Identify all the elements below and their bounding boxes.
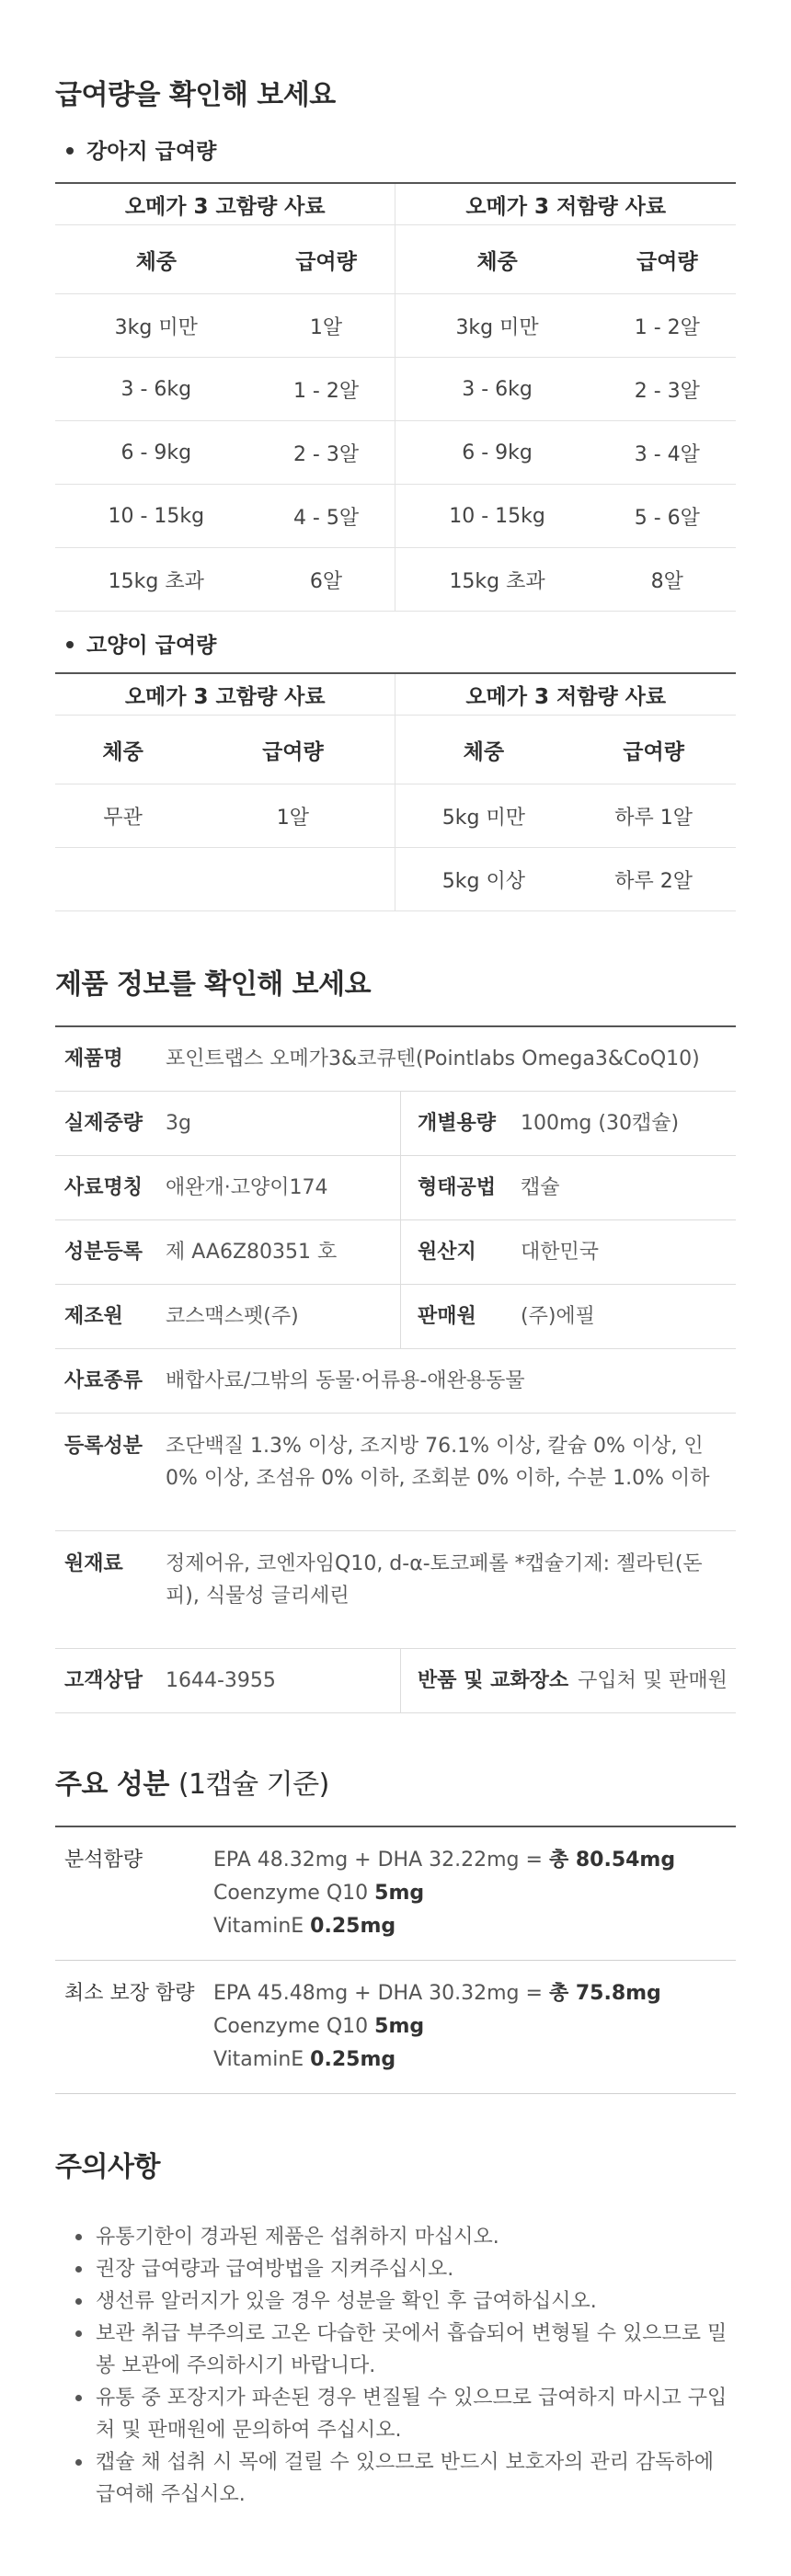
dog-col-amount-high: 급여량 — [258, 225, 396, 294]
dog-weight-low: 10 - 15kg — [396, 485, 599, 548]
cat-feeding-heading — [55, 630, 736, 661]
ingredient-line2: Coenzyme Q10 — [213, 1882, 375, 1905]
cat-feeding-table — [55, 672, 736, 911]
cautions-title: 주의사항 — [55, 2151, 160, 2183]
registration-label: 성분등록 — [55, 1220, 155, 1285]
dog-amount-high: 6알 — [258, 548, 396, 612]
table-row — [55, 784, 736, 848]
dog-weight-high: 3kg 미만 — [55, 294, 258, 358]
return-label: 반품 및 교화장소 — [418, 1669, 569, 1692]
customer-service-value: 1644-3955 — [155, 1649, 401, 1713]
customer-service-label: 고객상담 — [55, 1649, 155, 1713]
dog-feeding-table — [55, 182, 736, 612]
cat-amount-high — [190, 848, 396, 911]
cat-amount-low: 하루 2알 — [571, 848, 736, 911]
origin-label: 원산지 — [401, 1220, 510, 1285]
weight-label: 실제중량 — [55, 1092, 155, 1156]
return-place — [401, 1649, 737, 1713]
table-row — [55, 485, 736, 548]
dog-weight-low: 3kg 미만 — [396, 294, 599, 358]
cat-feeding-heading-text: 고양이 급여량 — [86, 634, 217, 658]
ingredient-line2: Coenzyme Q10 — [213, 2015, 375, 2038]
dog-weight-low: 6 - 9kg — [396, 421, 599, 485]
bullet-dot — [66, 147, 74, 155]
cat-col-amount-high: 급여량 — [190, 716, 396, 784]
dog-weight-high: 10 - 15kg — [55, 485, 258, 548]
list-item: 권장 급여량과 급여방법을 지켜주십시오. — [75, 2253, 736, 2285]
origin-value: 대한민국 — [510, 1220, 736, 1285]
dog-feeding-heading — [55, 136, 736, 167]
ingredient-total: 총 75.8mg — [548, 1982, 661, 2005]
ingredient-line3: VitaminE — [213, 2048, 311, 2071]
unit-label: 개별용량 — [401, 1092, 510, 1156]
cat-group-high: 오메가 3 고함량 사료 — [55, 673, 396, 716]
dog-amount-low: 5 - 6알 — [599, 485, 736, 548]
cat-col-amount-low: 급여량 — [571, 716, 736, 784]
manufacturer-value: 코스맥스펫(주) — [155, 1285, 401, 1349]
table-row — [55, 548, 736, 612]
ingredients-title-sub: (1캡슐 기준) — [178, 1769, 329, 1801]
form-label: 형태공법 — [401, 1156, 510, 1220]
dog-col-amount-low: 급여량 — [599, 225, 736, 294]
product-info-title: 제품 정보를 확인해 보세요 — [55, 968, 372, 1001]
composition-value: 조단백질 1.3% 이상, 조지방 76.1% 이상, 칼슘 0% 이상, 인 0% 이상, 조섬유 0% 이하, 조회분 0% 이하, 수분 1.0% 이하 — [155, 1414, 736, 1531]
raw-material-label: 원재료 — [55, 1531, 155, 1649]
cat-col-weight-high: 체중 — [55, 716, 190, 784]
weight-value: 3g — [155, 1092, 401, 1156]
table-row — [55, 421, 736, 485]
bullet-dot — [66, 641, 74, 648]
dog-weight-high: 15kg 초과 — [55, 548, 258, 612]
return-value: 구입처 및 판매원 — [578, 1669, 728, 1692]
ingredient-row-label: 분석함량 — [55, 1826, 212, 1961]
ingredient-line1: EPA 45.48mg + DHA 30.32mg = — [213, 1982, 549, 2005]
table-row — [55, 1961, 736, 2094]
dog-amount-high: 1알 — [258, 294, 396, 358]
dog-col-weight-high: 체중 — [55, 225, 258, 294]
ingredient-line3: VitaminE — [213, 1915, 311, 1938]
dog-col-weight-low: 체중 — [396, 225, 599, 294]
ingredient-vitamine: 0.25mg — [310, 1915, 396, 1938]
product-info-table — [55, 1025, 736, 1713]
feed-name-label: 사료명칭 — [55, 1156, 155, 1220]
ingredient-coq10: 5mg — [374, 2015, 425, 2038]
ingredients-title-main: 주요 성분 — [55, 1769, 169, 1801]
seller-value: (주)에필 — [510, 1285, 736, 1349]
dog-amount-high: 4 - 5알 — [258, 485, 396, 548]
dog-amount-low: 2 - 3알 — [599, 358, 736, 421]
dog-weight-high: 6 - 9kg — [55, 421, 258, 485]
feed-name-value: 애완개·고양이174 — [155, 1156, 401, 1220]
seller-label: 판매원 — [401, 1285, 510, 1349]
ingredient-row-label: 최소 보장 함량 — [55, 1961, 212, 2094]
product-name-value: 포인트랩스 오메가3&코큐텐(Pointlabs Omega3&CoQ10) — [155, 1026, 736, 1092]
ingredient-vitamine: 0.25mg — [310, 2048, 396, 2071]
cautions-list — [55, 2221, 736, 2511]
manufacturer-label: 제조원 — [55, 1285, 155, 1349]
dog-weight-low: 3 - 6kg — [396, 358, 599, 421]
dog-group-low: 오메가 3 저함량 사료 — [396, 183, 736, 225]
dog-weight-high: 3 - 6kg — [55, 358, 258, 421]
ingredient-total: 총 80.54mg — [548, 1849, 676, 1872]
unit-value: 100mg (30캡슐) — [510, 1092, 736, 1156]
ingredient-row-value — [212, 1826, 736, 1961]
ingredients-title — [55, 1765, 736, 1805]
product-name-label: 제품명 — [55, 1026, 155, 1092]
table-row — [55, 358, 736, 421]
list-item: 유통기한이 경과된 제품은 섭취하지 마십시오. — [75, 2221, 736, 2253]
registration-value: 제 AA6Z80351 호 — [155, 1220, 401, 1285]
dog-amount-low: 8알 — [599, 548, 736, 612]
dog-amount-high: 2 - 3알 — [258, 421, 396, 485]
dog-amount-high: 1 - 2알 — [258, 358, 396, 421]
ingredient-coq10: 5mg — [374, 1882, 425, 1905]
form-value: 캡슐 — [510, 1156, 736, 1220]
list-item: 유통 중 포장지가 파손된 경우 변질될 수 있으므로 급여하지 마시고 구입처 및 판매원에 문의하여 주십시오. — [75, 2382, 736, 2446]
cat-weight-low: 5kg 이상 — [396, 848, 571, 911]
dog-weight-low: 15kg 초과 — [396, 548, 599, 612]
feed-type-value: 배합사료/그밖의 동물·어류용-애완용동물 — [155, 1349, 736, 1414]
cat-weight-high: 무관 — [55, 784, 190, 848]
list-item: 보관 취급 부주의로 고온 다습한 곳에서 흡습되어 변형될 수 있으므로 밀봉 보관에 주의하시기 바랍니다. — [75, 2318, 736, 2382]
cat-group-low: 오메가 3 저함량 사료 — [396, 673, 736, 716]
list-item: 캡슐 채 섭취 시 목에 걸릴 수 있으므로 반드시 보호자의 관리 감독하에 급여해 주십시오. — [75, 2446, 736, 2511]
composition-label: 등록성분 — [55, 1414, 155, 1531]
cat-col-weight-low: 체중 — [396, 716, 571, 784]
dog-group-high: 오메가 3 고함량 사료 — [55, 183, 396, 225]
ingredients-table — [55, 1826, 736, 2094]
dog-amount-low: 1 - 2알 — [599, 294, 736, 358]
dog-amount-low: 3 - 4알 — [599, 421, 736, 485]
cat-weight-low: 5kg 미만 — [396, 784, 571, 848]
cat-amount-low: 하루 1알 — [571, 784, 736, 848]
dog-feeding-heading-text: 강아지 급여량 — [86, 140, 217, 164]
feeding-title: 급여량을 확인해 보세요 — [55, 79, 336, 111]
ingredient-line1: EPA 48.32mg + DHA 32.22mg = — [213, 1849, 549, 1872]
raw-material-value: 정제어유, 코엔자임Q10, d-α-토코페롤 *캡슐기제: 젤라틴(돈피), 식물성 글리세린 — [155, 1531, 736, 1649]
feed-type-label: 사료종류 — [55, 1349, 155, 1414]
ingredient-row-value — [212, 1961, 736, 2094]
table-row — [55, 1826, 736, 1961]
cat-amount-high: 1알 — [190, 784, 396, 848]
table-row — [55, 294, 736, 358]
table-row — [55, 848, 736, 911]
cat-weight-high — [55, 848, 190, 911]
list-item: 생선류 알러지가 있을 경우 성분을 확인 후 급여하십시오. — [75, 2285, 736, 2318]
